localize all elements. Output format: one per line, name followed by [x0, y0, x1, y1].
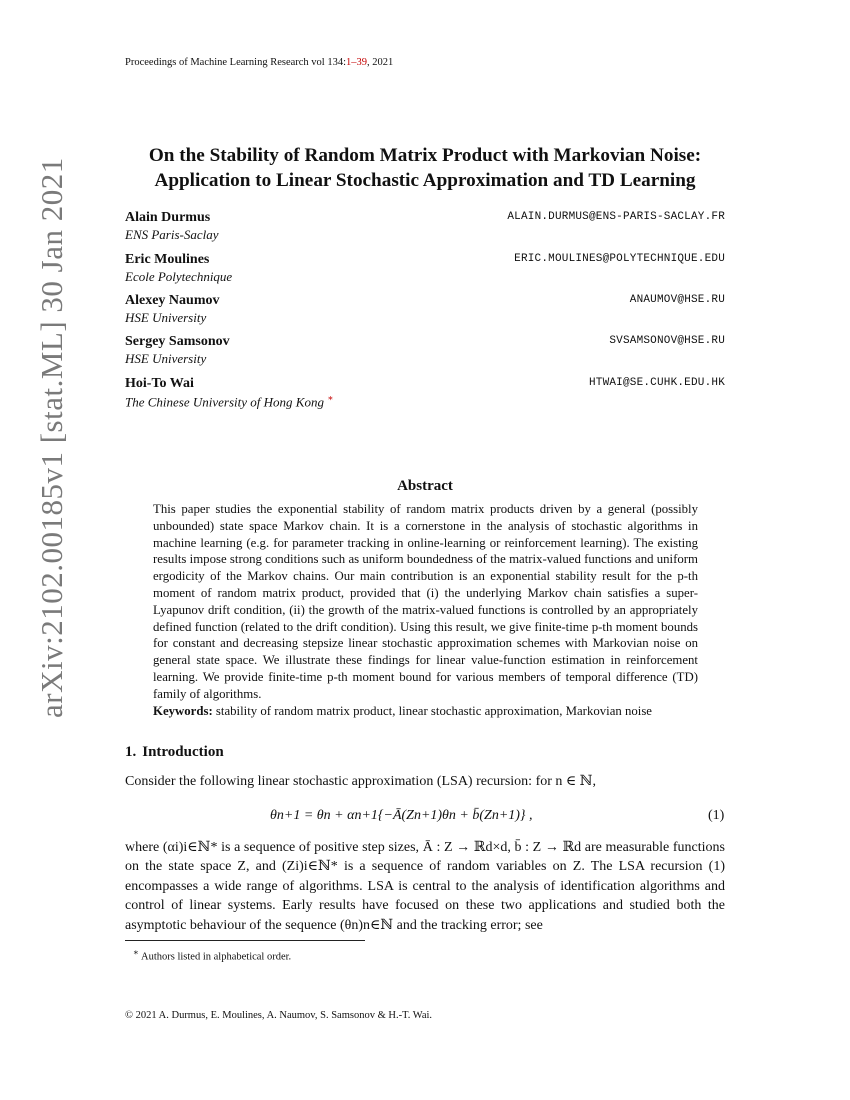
keywords-label: Keywords:	[153, 703, 213, 718]
author-affiliation	[125, 393, 725, 410]
author-affiliation-text: The Chinese University of Hong Kong	[125, 394, 324, 410]
author-name: Alexey Naumov	[125, 293, 220, 308]
footnote-text: Authors listed in alphabetical order.	[141, 951, 292, 963]
author-email[interactable]: ERIC.MOULINES@POLYTECHNIQUE.EDU	[514, 253, 725, 265]
author-affiliation: ENS Paris-Saclay	[125, 227, 219, 242]
author-email[interactable]: ALAIN.DURMUS@ENS-PARIS-SACLAY.FR	[507, 211, 725, 223]
abstract-body: This paper studies the exponential stability of random matrix products driven by a general (possibly unbounded) state space Markov chain. It is a cornerstone in the analysis of stochastic algorithms in machine learning (e.g. for parameter tracking in online-learning or reinforcement learning). The existing results impose strong conditions such as uniform boundedness of the matrix-valued functions and uniform ergodicity of the Markov chains. Our main contribution is an exponential stability result for the p-th moment of random matrix product, provided that (i) the underlying Markov chain satisfies a super-Lyapunov drift condition, (ii) the growth of the matrix-valued functions is controlled by an appropriately defined function (related to the drift condition). Using this result, we give finite-time p-th moment bounds for constant and decreasing stepsize linear stochastic approximation schemes with Markovian noise on general state space. We illustrate these findings for linear value-function estimation in reinforcement learning. We provide finite-time p-th moment bound for various members of temporal difference (TD) family of algorithms.	[153, 502, 698, 701]
author-name: Alain Durmus	[125, 210, 211, 225]
title-line-1: On the Stability of Random Matrix Product with Markovian Noise:	[148, 145, 702, 166]
footnote-mark-link[interactable]: ∗	[327, 393, 334, 403]
paper-title	[0, 143, 850, 193]
author-block	[125, 252, 725, 285]
author-name: Hoi-To Wai	[125, 376, 194, 391]
section-number: 1.	[125, 744, 137, 760]
author-email[interactable]: ANAUMOV@HSE.RU	[629, 294, 725, 306]
author-block	[125, 376, 725, 410]
keywords	[153, 703, 698, 720]
intro-sentence: Consider the following linear stochastic approximation (LSA) recursion: for n ∈ ℕ,	[125, 774, 597, 789]
header-pages-link[interactable]: 1–39	[346, 57, 368, 68]
abstract	[153, 501, 698, 719]
header-year: , 2021	[367, 57, 394, 68]
intro-paragraph: where (αi)i∈ℕ* is a sequence of positive step sizes, Ā : Z → ℝd×d, b̄ : Z → ℝd are measurable functions on the state space Z, and (Zi)i∈ℕ* is a sequence of random variables on Z. The LSA recursion (1) encompasses a wide range of algorithms. LSA is central to the analysis of identification algorithms and control of linear systems. Early results have focused on these two applications and studied both the asymptotic behaviour of the sequence (θn)n∈ℕ and the tracking error; see	[125, 840, 725, 933]
author-affiliation: HSE University	[125, 351, 207, 366]
section-heading	[125, 744, 224, 761]
keywords-text: stability of random matrix product, linear stochastic approximation, Markovian noise	[215, 703, 652, 718]
running-header	[125, 57, 393, 68]
author-name: Eric Moulines	[125, 252, 210, 267]
header-venue: Proceedings of Machine Learning Research vol 134:	[125, 57, 347, 68]
section-title: Introduction	[142, 744, 224, 760]
author-email[interactable]: SVSAMSONOV@HSE.RU	[609, 335, 725, 347]
footnote-rule	[125, 940, 365, 941]
copyright-notice: © 2021 A. Durmus, E. Moulines, A. Naumov, S. Samsonov & H.-T. Wai.	[125, 1010, 433, 1021]
author-affiliation: HSE University	[125, 310, 207, 325]
equation-number: (1)	[708, 808, 725, 823]
title-line-2: Application to Linear Stochastic Approximation and TD Learning	[154, 170, 696, 191]
abstract-heading: Abstract	[397, 478, 453, 494]
footnote	[133, 947, 291, 963]
author-block	[125, 334, 725, 367]
author-name: Sergey Samsonov	[125, 334, 230, 349]
equation-formula: θn+1 = θn + αn+1{−Ā(Zn+1)θn + b̄(Zn+1)} ,	[270, 808, 533, 823]
author-block	[125, 293, 725, 326]
author-email[interactable]: HTWAI@SE.CUHK.EDU.HK	[588, 377, 725, 389]
arxiv-stamp: arXiv:2102.00185v1 [stat.ML] 30 Jan 2021	[34, 157, 69, 718]
author-affiliation: Ecole Polytechnique	[125, 269, 233, 284]
author-block	[125, 210, 725, 243]
footnote-mark: ∗	[133, 947, 139, 957]
